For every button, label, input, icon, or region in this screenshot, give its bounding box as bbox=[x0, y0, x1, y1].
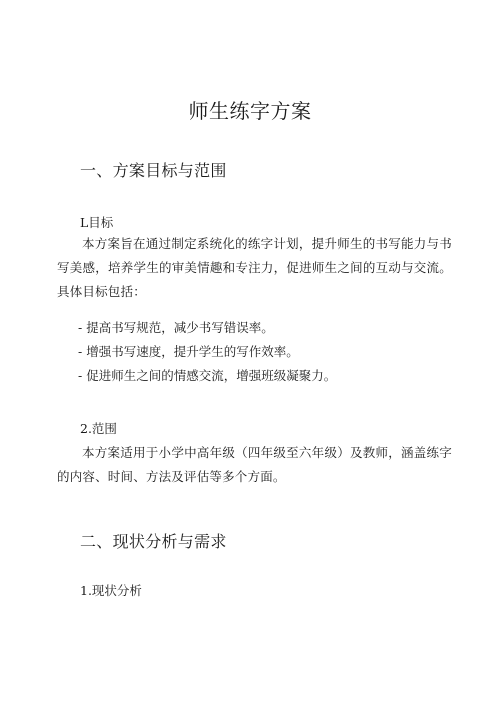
subsection-heading-status-analysis: 1.现状分析 bbox=[80, 583, 142, 598]
document-title: 师生练字方案 bbox=[188, 99, 312, 123]
scope-paragraph: 本方案适用于小学中高年级（四年级至六年级）及教师，涵盖练字的内容、时间、方法及评估等多个方面。 bbox=[57, 445, 452, 484]
section-heading-goals-scope: 一、方案目标与范围 bbox=[80, 161, 227, 180]
list-item: - 增强书写速度，提升学生的写作效率。 bbox=[78, 344, 299, 359]
goals-paragraph: 本方案旨在通过制定系统化的练字计划，提升师生的书写能力与书写美感，培养学生的审美情趣和专注力，促进师生之间的互动与交流。具体目标包括： bbox=[57, 236, 452, 299]
section-heading-status-needs: 二、现状分析与需求 bbox=[80, 532, 227, 551]
list-item: - 提高书写规范，减少书写错误率。 bbox=[78, 320, 274, 335]
list-item: - 促进师生之间的情感交流，增强班级凝聚力。 bbox=[78, 368, 337, 383]
subsection-heading-scope: 2.范围 bbox=[80, 421, 117, 436]
subsection-heading-goals: L目标 bbox=[80, 215, 114, 230]
goals-list bbox=[78, 316, 336, 388]
